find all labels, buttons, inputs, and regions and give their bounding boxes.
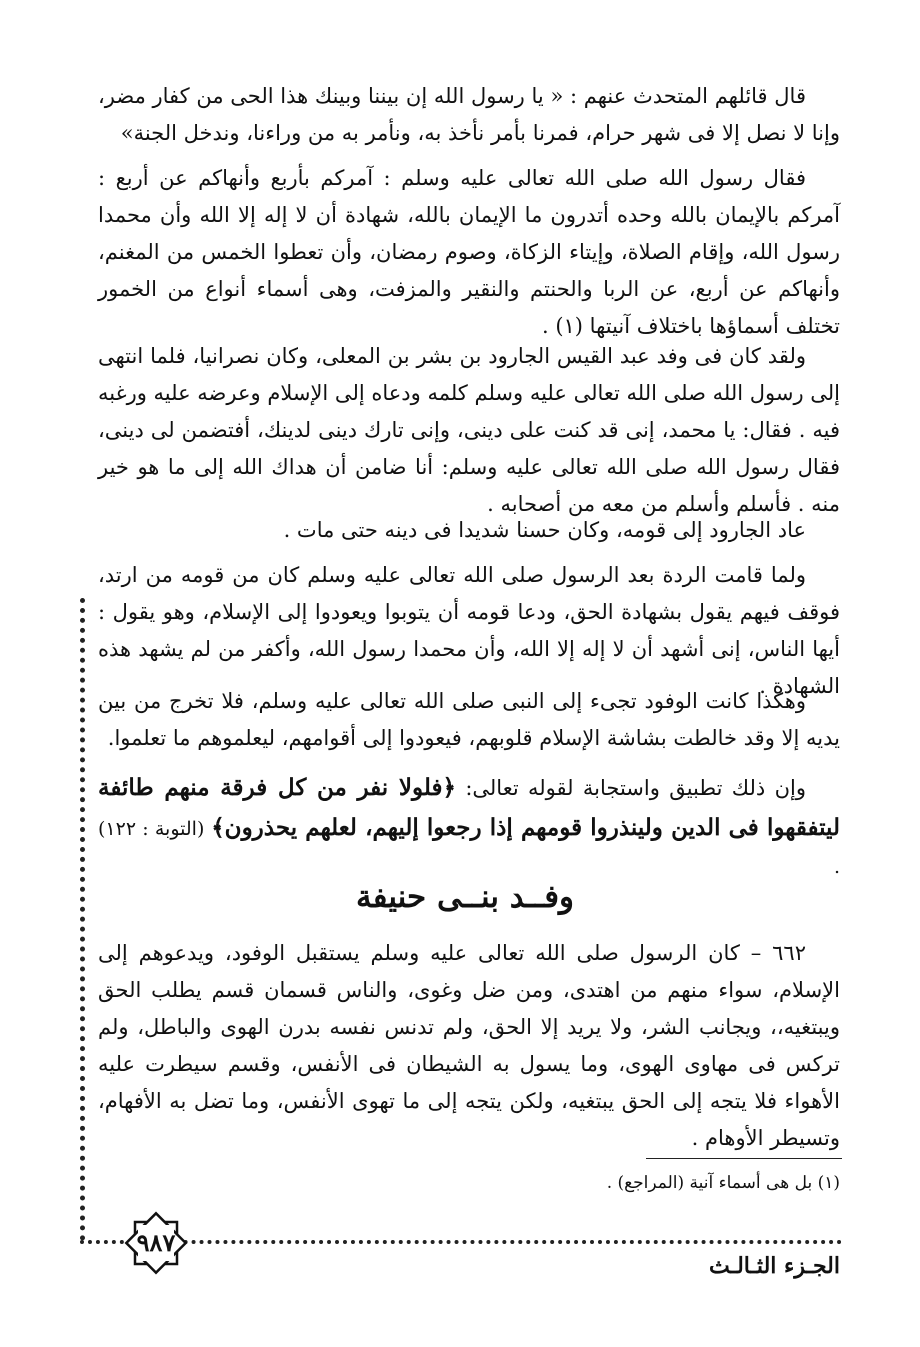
footnote-separator (646, 1158, 842, 1159)
verse-paragraph (98, 768, 840, 886)
footnote: (١) بل هى أسماء آنية (المراجع) . (606, 1173, 840, 1193)
quran-verse: ﴿فلولا نفر من كل فرقة منهم طائفة ليتفقهوا فى الدين ولينذروا قومهم إذا رجعوا إليهم، لعلهم يحذرون﴾ (98, 774, 840, 841)
body-paragraph: وهكذا كانت الوفود تجىء إلى النبى صلى الله تعالى عليه وسلم، فلا تخرج من بين يديه إلا وقد خالطت بشاشة الإسلام قلوبهم، فيعودوا إلى أقوامهم، ليعلموهم ما تعلموا. (98, 689, 840, 750)
section-heading: وفــد بنــى حنيفة (356, 879, 574, 915)
volume-label: الجـزء الثـالـث (709, 1253, 840, 1279)
body-paragraph: عاد الجارود إلى قومه، وكان حسنا شديدا فى دينه حتى مات . (283, 518, 806, 542)
page-frame-bottom-border (80, 1240, 842, 1244)
verse-intro: وإن ذلك تطبيق واستجابة لقوله تعالى: (465, 776, 806, 800)
page-number: ٩٨٧ (136, 1228, 176, 1257)
verse-reference: (التوبة : ١٢٢) . (98, 818, 840, 878)
body-paragraph: ولقد كان فى وفد عبد القيس الجارود بن بشر بن المعلى، وكان نصرانيا، فلما انتهى إلى رسول الله صلى الله تعالى عليه وسلم كلمه ودعاه إلى الإسلام وعرضه عليه ورغبه فيه . فقال: يا محمد، إنى قد كنت على دينى، وإنى تارك دينى لدينك، أفتضمن لى دينى، فقال رسول الله صلى الله تعالى عليه وسلم: أنا ضامن أن هداك الله إلى ما هو خير منه . فأسلم وأسلم من معه من أصحابه . (98, 344, 840, 516)
body-paragraph: فقال رسول الله صلى الله تعالى عليه وسلم : آمركم بأربع وأنهاكم عن أربع : آمركم بالإيمان بالله وحده أتدرون ما الإيمان بالله، شهادة أن لا إله إلا الله وأن محمدا رسول الله، وإقام الصلاة، وإيتاء الزكاة، وصوم رمضان، وأن تعطوا الخمس من المغنم، وأنهاكم عن أربع، عن الربا والحنتم والنقير والمزفت، وهى أسماء أنواع من الخمور تختلف أسماؤها باختلاف آنيتها (١) . (98, 166, 840, 338)
body-paragraph: قال قائلهم المتحدث عنهم : « يا رسول الله إن بيننا وبينك هذا الحى من كفار مضر، وإنا لا نصل إلا فى شهر حرام، فمرنا بأمر نأخذ به، ونأمر به من وراءنا، وندخل الجنة» (98, 84, 840, 145)
page-number-badge (118, 1205, 194, 1281)
body-paragraph: ولما قامت الردة بعد الرسول صلى الله تعالى عليه وسلم كان من قومه من ارتد، فوقف فيهم يقول بشهادة الحق، ودعا قومه أن يتوبوا ويعودوا إلى الإسلام، وهو يقول : أيها الناس، إنى أشهد أن لا إله إلا الله، وأن محمدا رسول الله، وأكفر من لم يشهد هذه الشهادة . (98, 563, 840, 698)
section-paragraph: ٦٦٢ – كان الرسول صلى الله تعالى عليه وسلم يستقبل الوفود، ويدعوهم إلى الإسلام، سواء منهم من اهتدى، ومن ضل وغوى، والناس قسمان قسم يطلب الحق ويبتغيه،، ويجانب الشر، ولا يريد إلا الحق، ولم تدنس نفسه بدرن الهوى والباطل، ولم تركس فى مهاوى الهوى، وما يسول به الشيطان فى الأنفس، وقسم سيطرت عليه الأهواء فلا يتجه إلى الحق يبتغيه، ولكن يتجه إلى ما تهوى الأنفس، وما تضل به الأفهام، وتسيطر الأوهام . (98, 941, 840, 1150)
page-frame-left-border (80, 598, 85, 1241)
